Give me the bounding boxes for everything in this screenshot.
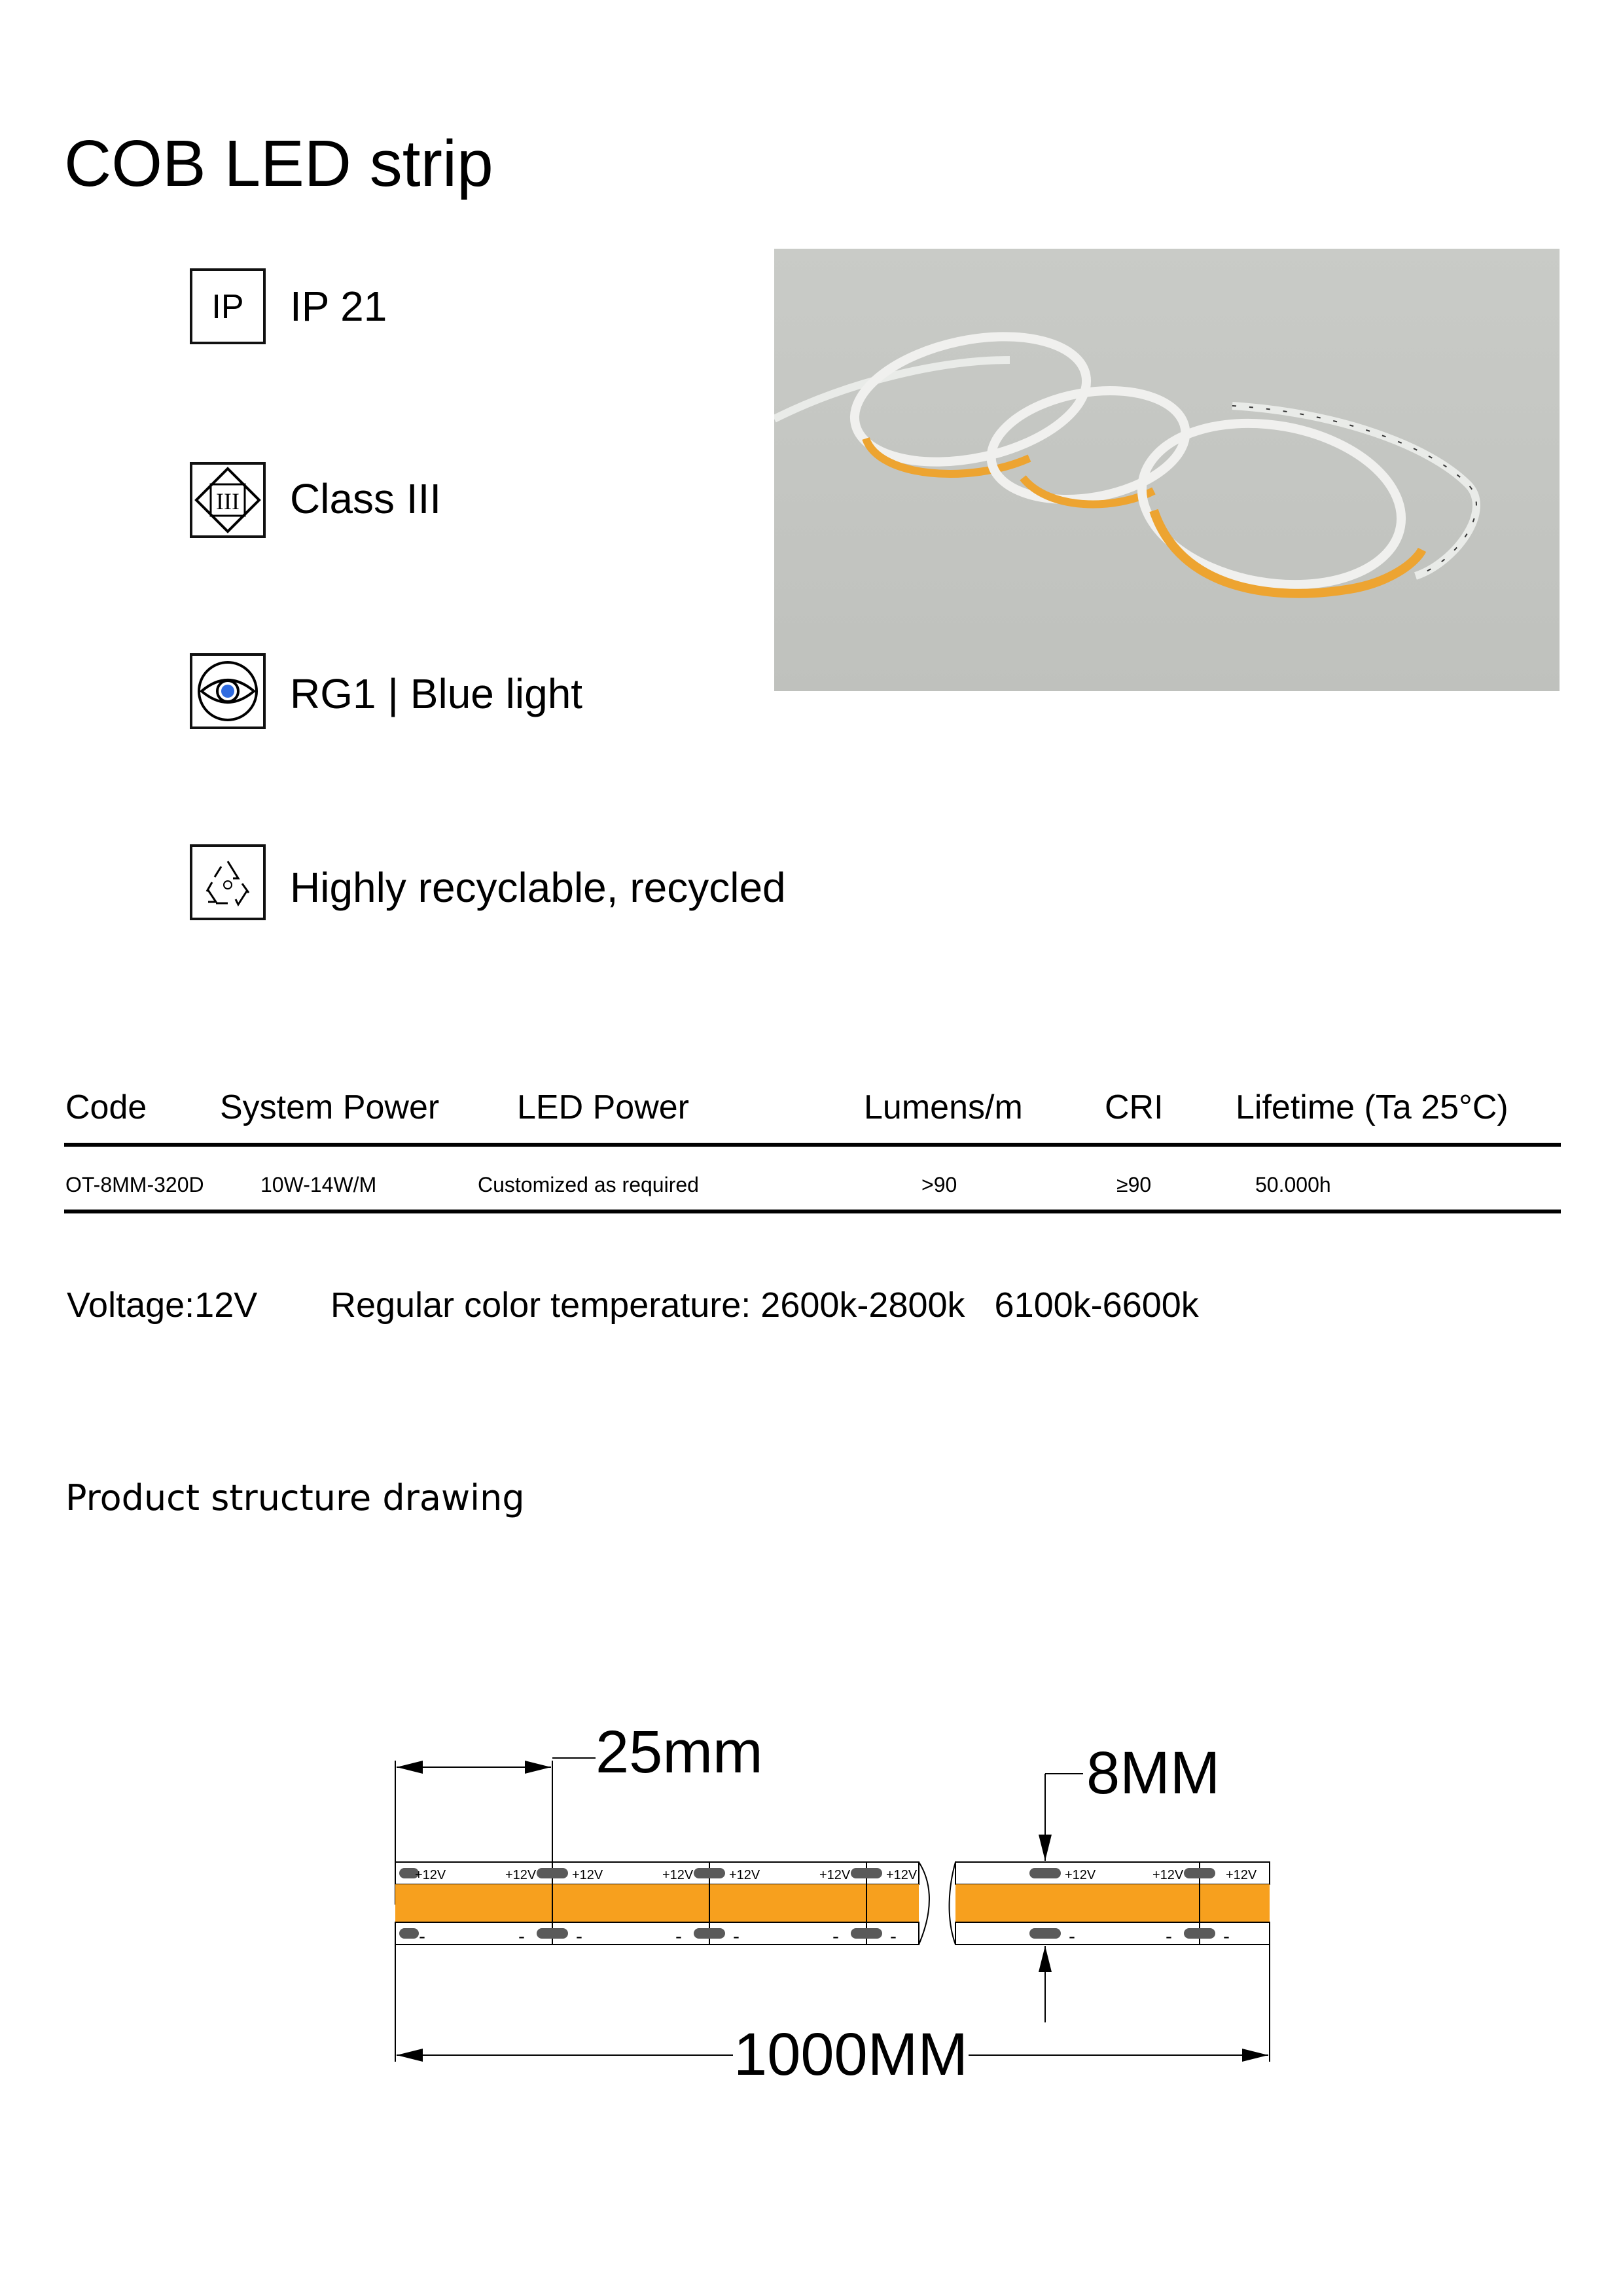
solder-pad-negative — [851, 1928, 882, 1939]
color-temperature-text: Regular color temperature: 2600k-2800k 6100k-6600k — [330, 1285, 1199, 1325]
pad-label-positive: +12V — [662, 1868, 694, 1882]
pad-label-negative: - — [576, 1926, 582, 1947]
class-iii-icon-text: III — [216, 488, 240, 514]
pad-label-negative: - — [1069, 1926, 1075, 1947]
table-bottom-rule — [64, 1210, 1561, 1213]
pad-label-positive: +12V — [819, 1868, 851, 1882]
table-cell-cri: ≥90 — [1116, 1173, 1152, 1196]
ip-icon-text: IP — [211, 288, 244, 326]
table-top-rule — [64, 1143, 1561, 1147]
pad-label-positive: +12V — [1226, 1868, 1257, 1882]
voltage-text: Voltage:12V — [67, 1285, 258, 1325]
page-title: COB LED strip — [64, 127, 493, 200]
ip-icon — [190, 268, 266, 344]
pad-label-negative: - — [733, 1926, 740, 1947]
table-header-system-power: System Power — [220, 1088, 440, 1126]
table-cell-led-power: Customized as required — [478, 1173, 699, 1196]
table-header-lumens: Lumens/m — [864, 1088, 1023, 1126]
eye-icon — [190, 653, 266, 729]
solder-pad-positive — [694, 1868, 725, 1878]
pad-label-negative: - — [419, 1926, 425, 1947]
pad-label-positive: +12V — [729, 1868, 760, 1882]
table-header-code: Code — [65, 1088, 147, 1126]
table-cell-system-power: 10W-14W/M — [260, 1173, 377, 1196]
solder-pad-negative — [399, 1928, 419, 1939]
feature-label-class: Class III — [290, 475, 442, 522]
solder-pad-positive — [1184, 1868, 1215, 1878]
pad-label-positive: +12V — [886, 1868, 918, 1882]
table-header-led-power: LED Power — [517, 1088, 689, 1126]
pitch-label: 25mm — [596, 1719, 763, 1785]
table-header-lifetime: Lifetime (Ta 25°C) — [1236, 1088, 1508, 1126]
pad-label-positive: +12V — [415, 1868, 446, 1882]
feature-label-recycle: Highly recyclable, recycled — [290, 864, 786, 911]
feature-label-ip: IP 21 — [290, 283, 387, 330]
length-label: 1000MM — [734, 2021, 968, 2088]
solder-pad-positive — [851, 1868, 882, 1878]
structure-heading: Product structure drawing — [65, 1477, 525, 1518]
structure-drawing — [366, 1702, 1348, 2108]
pad-label-negative: - — [675, 1926, 682, 1947]
width-label: 8MM — [1086, 1740, 1221, 1806]
table-cell-lumens: >90 — [921, 1173, 957, 1196]
pad-label-positive: +12V — [572, 1868, 603, 1882]
pad-label-negative: - — [832, 1926, 839, 1947]
pad-label-negative: - — [1223, 1926, 1230, 1947]
pad-label-negative: - — [890, 1926, 897, 1947]
solder-pad-negative — [1029, 1928, 1061, 1939]
pad-label-negative: - — [518, 1926, 525, 1947]
table-cell-lifetime: 50.000h — [1255, 1173, 1331, 1196]
solder-pad-positive — [1029, 1868, 1061, 1878]
feature-label-rg1: RG1 | Blue light — [290, 670, 583, 717]
product-photo — [774, 249, 1560, 691]
recycle-icon — [190, 844, 266, 920]
pad-label-negative: - — [1166, 1926, 1172, 1947]
table-cell-code: OT-8MM-320D — [65, 1173, 204, 1196]
solder-pad-negative — [1184, 1928, 1215, 1939]
solder-pad-positive — [537, 1868, 568, 1878]
pad-label-positive: +12V — [1152, 1868, 1184, 1882]
pad-label-positive: +12V — [1065, 1868, 1096, 1882]
solder-pad-negative — [694, 1928, 725, 1939]
table-header-cri: CRI — [1105, 1088, 1164, 1126]
strip-segment-right — [950, 1862, 1270, 1945]
class-iii-icon — [190, 462, 266, 538]
pad-label-positive: +12V — [505, 1868, 537, 1882]
solder-pad-negative — [537, 1928, 568, 1939]
